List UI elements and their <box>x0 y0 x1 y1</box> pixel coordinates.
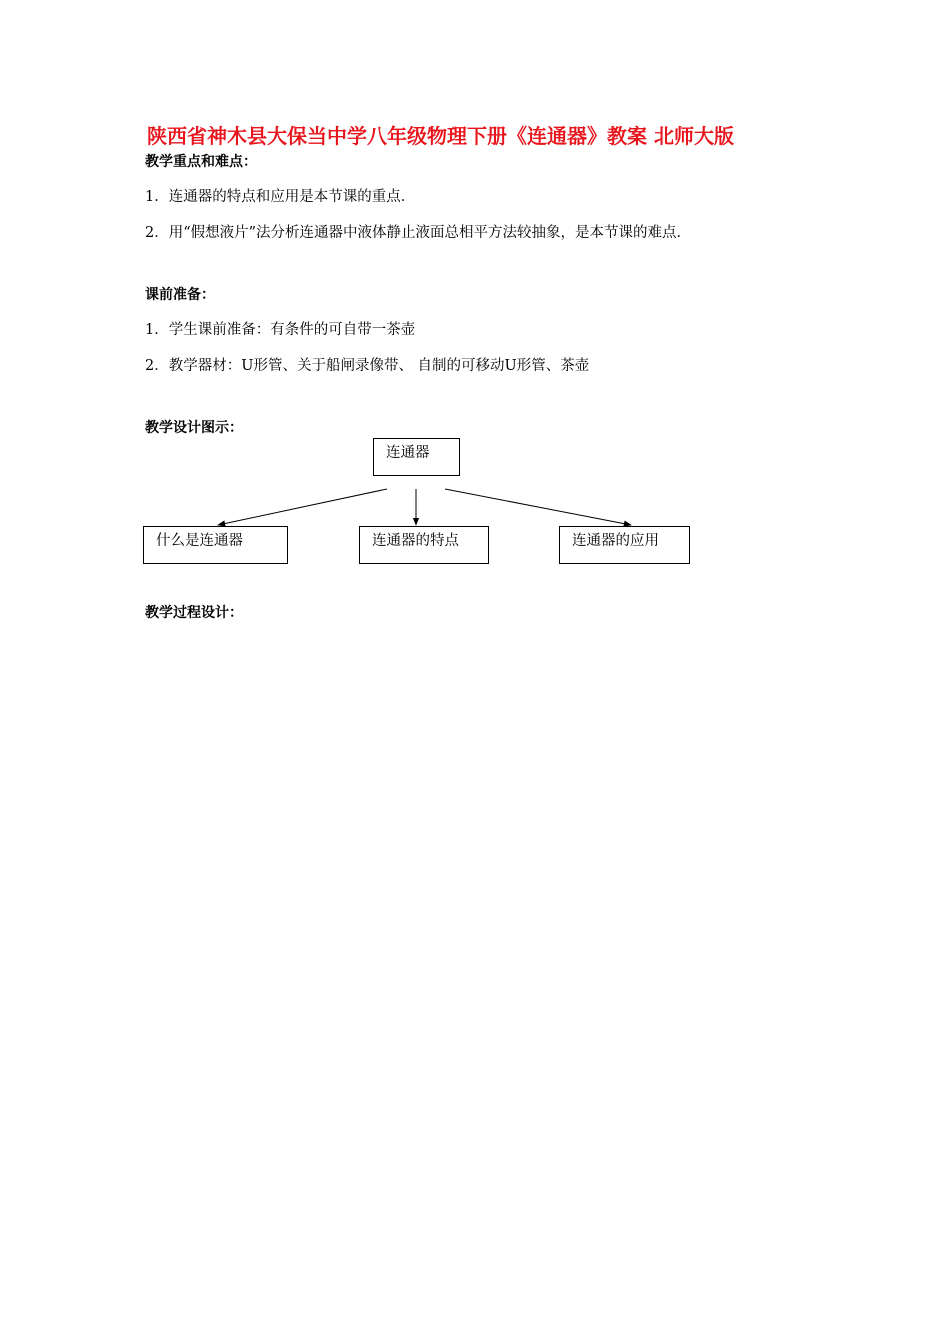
arrow-right <box>445 489 631 525</box>
process-heading: 教学过程设计： <box>145 605 243 621</box>
focus-item-2: 2．用“假想液片”法分析连通器中液体静止液面总相平方法较抽象，是本节课的难点． <box>145 225 692 241</box>
diagram-child-what-label: 什么是连通器 <box>156 533 243 549</box>
focus-item-1: 1．连通器的特点和应用是本节课的重点． <box>145 189 416 205</box>
prep-heading: 课前准备： <box>145 287 215 303</box>
prep-item-2: 2．教学器材：U形管、关于船闸录像带、 自制的可移动U形管、茶壶 <box>145 358 590 374</box>
diagram-child-features <box>359 526 489 564</box>
page-title: 陕西省神木县大保当中学八年级物理下册《连通器》教案 北师大版 <box>147 124 734 148</box>
diagram-heading: 教学设计图示： <box>145 420 243 436</box>
diagram-root-label: 连通器 <box>386 445 430 461</box>
diagram-child-what <box>143 526 288 564</box>
diagram-root-box <box>373 438 460 476</box>
diagram-child-applications-label: 连通器的应用 <box>572 533 659 549</box>
diagram-child-features-label: 连通器的特点 <box>372 533 459 549</box>
diagram-child-applications <box>559 526 690 564</box>
arrow-left <box>218 489 387 525</box>
prep-item-1: 1．学生课前准备：有条件的可自带一茶壶 <box>145 322 416 338</box>
focus-heading: 教学重点和难点： <box>145 154 257 170</box>
